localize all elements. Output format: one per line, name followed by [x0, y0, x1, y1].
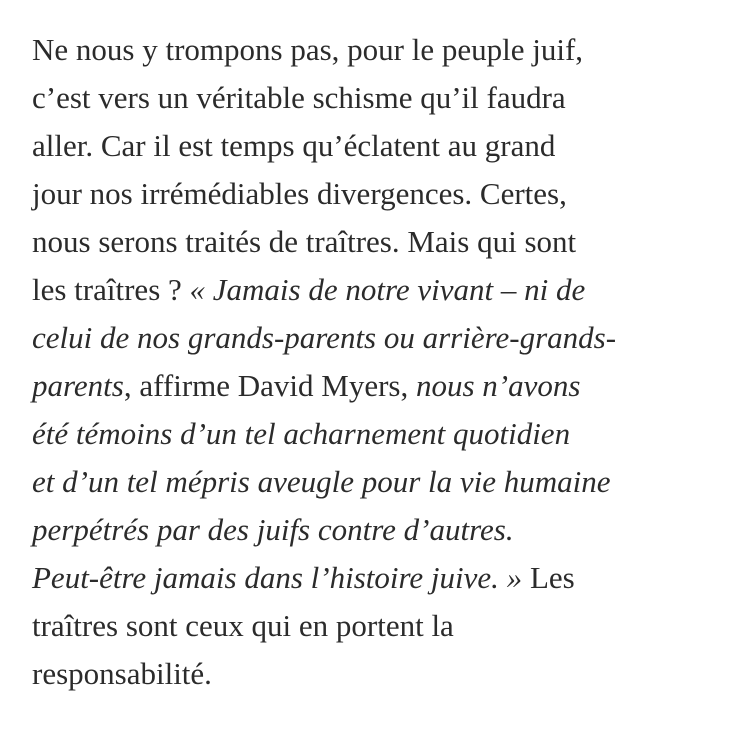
- text-line: [32, 26, 732, 74]
- text-segment: , affirme David Myers,: [123, 368, 416, 403]
- text-segment: jour nos irrémédiables divergences. Certes,: [32, 176, 567, 211]
- text-line: [32, 74, 732, 122]
- text-line: [32, 554, 732, 602]
- italic-quote-segment: perpétrés par des juifs contre d’autres.: [32, 512, 514, 547]
- text-line: [32, 650, 732, 698]
- text-line: [32, 506, 732, 554]
- text-line: [32, 602, 732, 650]
- text-line: [32, 410, 732, 458]
- text-segment: c’est vers un véritable schisme qu’il faudra: [32, 80, 566, 115]
- italic-quote-segment: celui de nos grands-parents ou arrière-grands-: [32, 320, 617, 355]
- text-segment: aller. Car il est temps qu’éclatent au grand: [32, 128, 556, 163]
- text-segment: responsabilité.: [32, 656, 212, 691]
- text-line: [32, 458, 732, 506]
- text-segment: Les: [522, 560, 575, 595]
- text-line: [32, 362, 732, 410]
- text-segment: traîtres sont ceux qui en portent la: [32, 608, 454, 643]
- text-line: [32, 170, 732, 218]
- text-segment: les traîtres ?: [32, 272, 190, 307]
- italic-quote-segment: été témoins d’un tel acharnement quotidien: [32, 416, 571, 451]
- text-line: [32, 266, 732, 314]
- body-paragraph: [32, 26, 732, 698]
- text-segment: Ne nous y trompons pas, pour le peuple juif,: [32, 32, 584, 67]
- italic-quote-segment: nous n’avons: [415, 368, 581, 403]
- text-line: [32, 122, 732, 170]
- italic-quote-segment: parents: [32, 368, 124, 403]
- text-line: [32, 314, 732, 362]
- italic-quote-segment: Peut-être jamais dans l’histoire juive. »: [32, 560, 523, 595]
- text-segment: nous serons traités de traîtres. Mais qui sont: [32, 224, 577, 259]
- text-line: [32, 218, 732, 266]
- italic-quote-segment: « Jamais de notre vivant – ni de: [189, 272, 586, 307]
- italic-quote-segment: et d’un tel mépris aveugle pour la vie humaine: [32, 464, 611, 499]
